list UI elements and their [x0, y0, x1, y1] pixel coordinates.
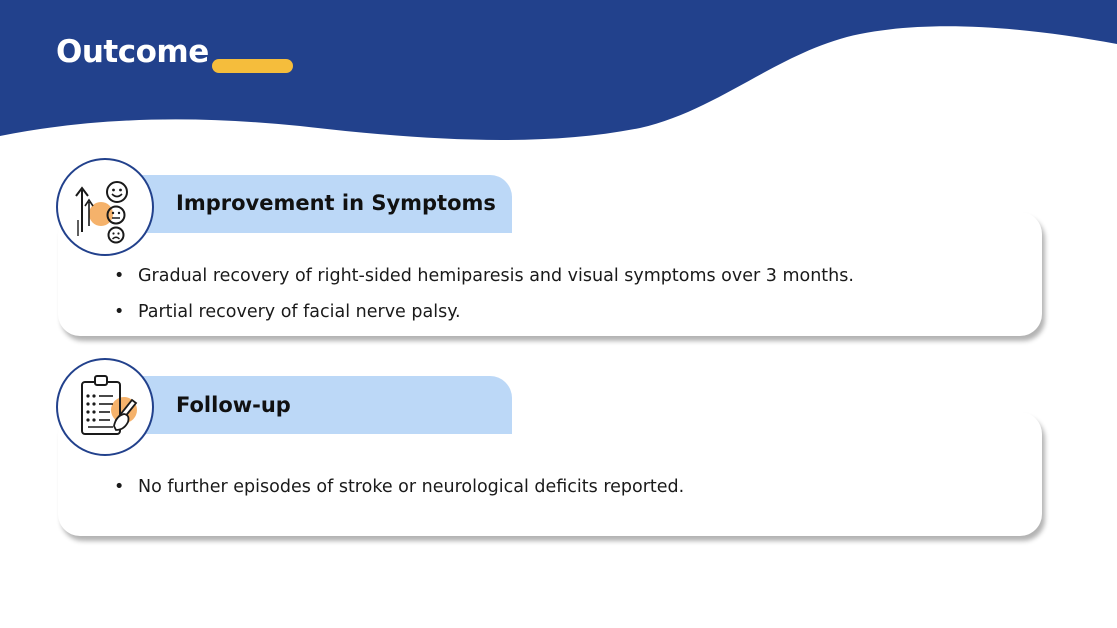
section-tab-follow-up: [104, 376, 512, 434]
follow-up-bullet-list: [114, 476, 684, 512]
slide-title: Outcome: [56, 34, 209, 70]
improvement-bullet-list: [114, 265, 854, 337]
section-heading: Follow-up: [176, 393, 291, 417]
header-wave-background: [0, 0, 1117, 150]
list-item: • Gradual recovery of right-sided hemiparesis and visual symptoms over 3 months.: [114, 265, 854, 301]
mood-improvement-icon: [56, 158, 154, 256]
section-heading: Improvement in Symptoms: [176, 191, 496, 215]
list-item: • No further episodes of stroke or neurological deficits reported.: [114, 476, 684, 512]
checklist-clipboard-icon: [56, 358, 154, 456]
list-item: • Partial recovery of facial nerve palsy.: [114, 301, 854, 337]
title-accent-bar: [212, 59, 293, 73]
